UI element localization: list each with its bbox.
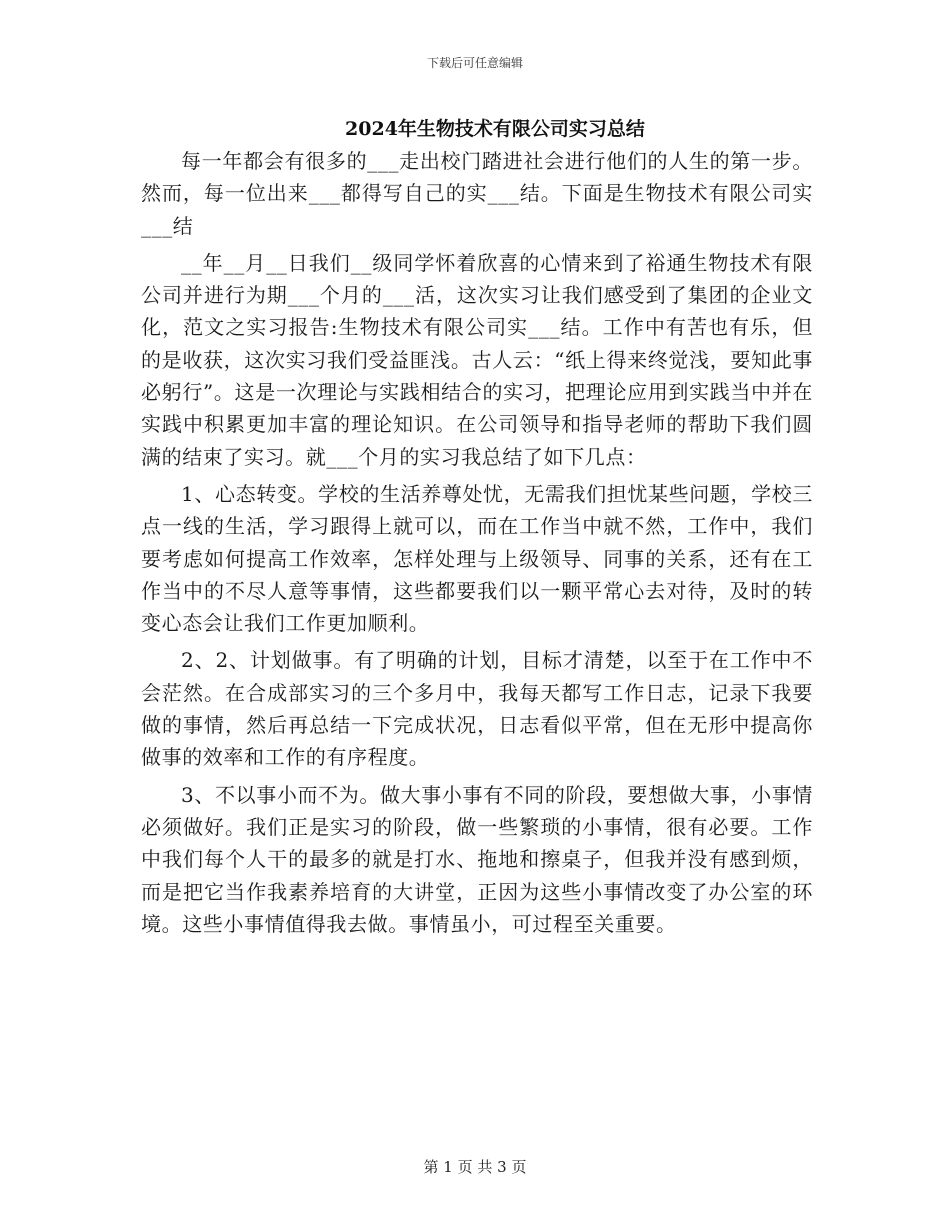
paragraph-point-2: 2、2、计划做事。有了明确的计划，目标才清楚，以至于在工作中不会茫然。在合成部实习的三个多月中，我每天都写工作日志，记录下我要做的事情，然后再总结一下完成状况，日志看似平常，但在无形中提高你做事的效率和工作的有序程度。 <box>141 648 813 770</box>
paragraph-overview: __年__月__日我们__级同学怀着欣喜的心情来到了裕通生物技术有限公司并进行为期___个月的___活，这次实习让我们感受到了集团的企业文化，范文之实习报告:生物技术有限公司实___结。工作中有苦也有乐，但的是收获，这次实习我们受益匪浅。古人云：“纸上得来终觉浅，要知此事必躬行”。这是一次理论与实践相结合的实习，把理论应用到实践当中并在实践中积累更加丰富的理论知识。在公司领导和指导老师的帮助下我们圆满的结束了实习。就___个月的实习我总结了如下几点： <box>141 250 813 469</box>
document-body <box>141 145 813 945</box>
document-title: 2024年生物技术有限公司实习总结 <box>345 118 645 140</box>
paragraph-point-1: 1、心态转变。学校的生活养尊处忧，无需我们担忧某些问题，学校三点一线的生活，学习跟得上就可以，而在工作当中就不然，工作中，我们要考虑如何提高工作效率，怎样处理与上级领导、同事的关系，还有在工作当中的不尽人意等事情，这些都要我们以一颗平常心去对待，及时的转变心态会让我们工作更加顺利。 <box>141 481 813 636</box>
paragraph-intro: 每一年都会有很多的___走出校门踏进社会进行他们的人生的第一步。然而，每一位出来___都得写自己的实___结。下面是生物技术有限公司实___结 <box>141 149 813 238</box>
page-number: 第 1 页 共 3 页 <box>423 1158 527 1176</box>
paragraph-point-3: 3、不以事小而不为。做大事小事有不同的阶段，要想做大事，小事情必须做好。我们正是实习的阶段，做一些繁琐的小事情，很有必要。工作中我们每个人干的最多的就是打水、拖地和擦桌子，但我并没有感到烦，而是把它当作我素养培育的大讲堂，正因为这些小事情改变了办公室的环境。这些小事情值得我去做。事情虽小，可过程至关重要。 <box>141 782 813 936</box>
header-note: 下载后可任意编辑 <box>426 56 523 70</box>
